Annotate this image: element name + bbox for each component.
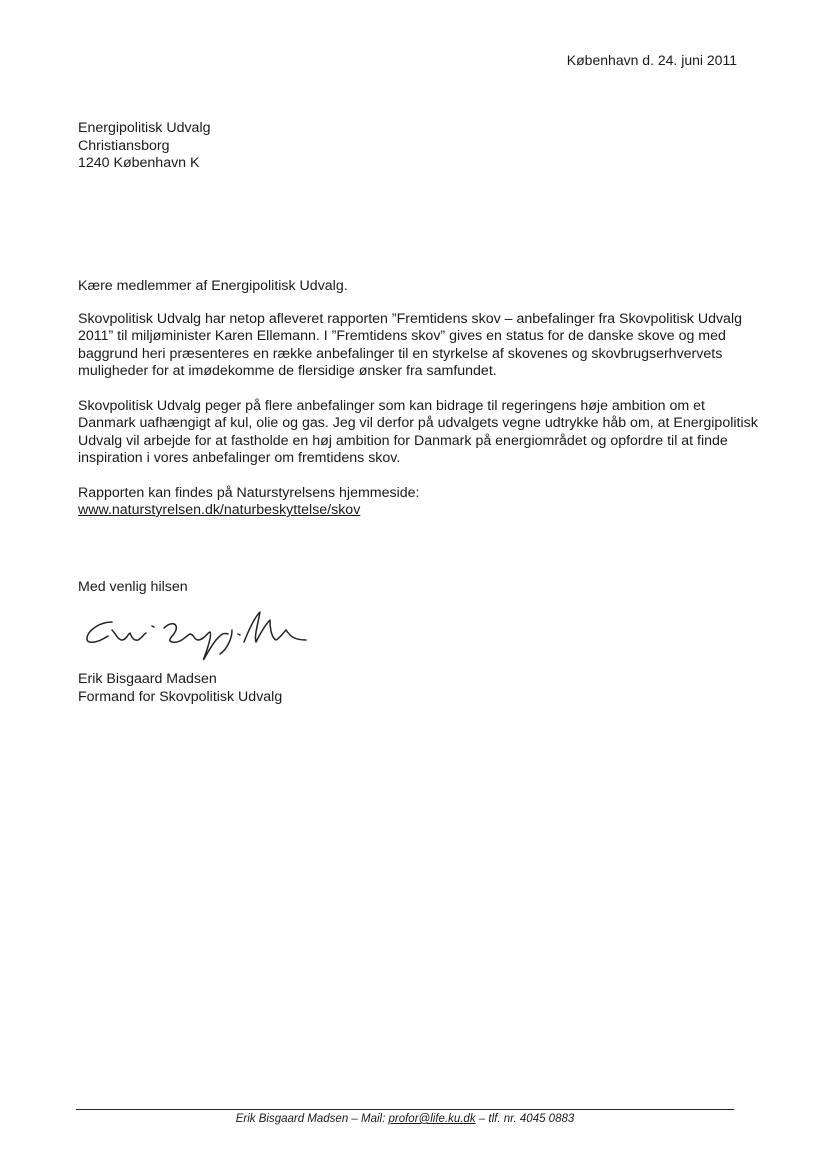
closing: Med venlig hilsen: [78, 579, 188, 595]
footer: [76, 1113, 734, 1125]
footer-suffix: – tlf. nr. 4045 0883: [475, 1113, 575, 1125]
greeting: Kære medlemmer af Energipolitisk Udvalg.: [78, 278, 348, 294]
footer-email-link[interactable]: profor@life.ku.dk: [388, 1113, 476, 1125]
recipient-address: [78, 120, 210, 173]
footer-divider: [76, 1109, 734, 1110]
report-reference: [78, 485, 758, 520]
signer-block: [78, 671, 282, 706]
footer-prefix: Erik Bisgaard Madsen – Mail:: [235, 1113, 389, 1125]
signer-title: Formand for Skovpolitisk Udvalg: [78, 688, 283, 705]
letter-body: [78, 278, 758, 537]
recipient-line: 1240 København K: [78, 155, 200, 171]
body-paragraph: Skovpolitisk Udvalg peger på flere anbefalinger som kan bidrage til regeringens høje ambition om et Danmark uafhængigt af kul, olie og gas. Jeg vil derfor på udvalgets vegne udtrykke håb om, at Energipolitisk Udvalg vil arbejde for at fastholde en høj ambition for Danmark på energiområdet og opfordre til at finde inspiration i vores anbefalinger om fremtidens skov.: [78, 397, 758, 466]
recipient-line: Christiansborg: [78, 137, 170, 154]
handwritten-signature: [82, 600, 312, 675]
report-link[interactable]: www.naturstyrelsen.dk/naturbeskyttelse/skov: [78, 502, 361, 518]
signer-name: Erik Bisgaard Madsen: [78, 671, 217, 687]
body-paragraph: Skovpolitisk Udvalg har netop afleveret rapporten ”Fremtidens skov – anbefalinger fra Skovpolitisk Udvalg 2011” til miljøminister Karen Ellemann. I ”Fremtidens skov” gives en status for de danske skove og med baggrund heri præsenteres en række anbefalinger til en styrkelse af skovenes og skovbrugserhvervets muligheder for at imødekomme de flersidige ønsker fra samfundet.: [78, 310, 742, 379]
recipient-line: Energipolitisk Udvalg: [78, 120, 211, 136]
letter-date: København d. 24. juni 2011: [566, 52, 737, 68]
report-intro: Rapporten kan findes på Naturstyrelsens hjemmeside:: [78, 484, 420, 501]
